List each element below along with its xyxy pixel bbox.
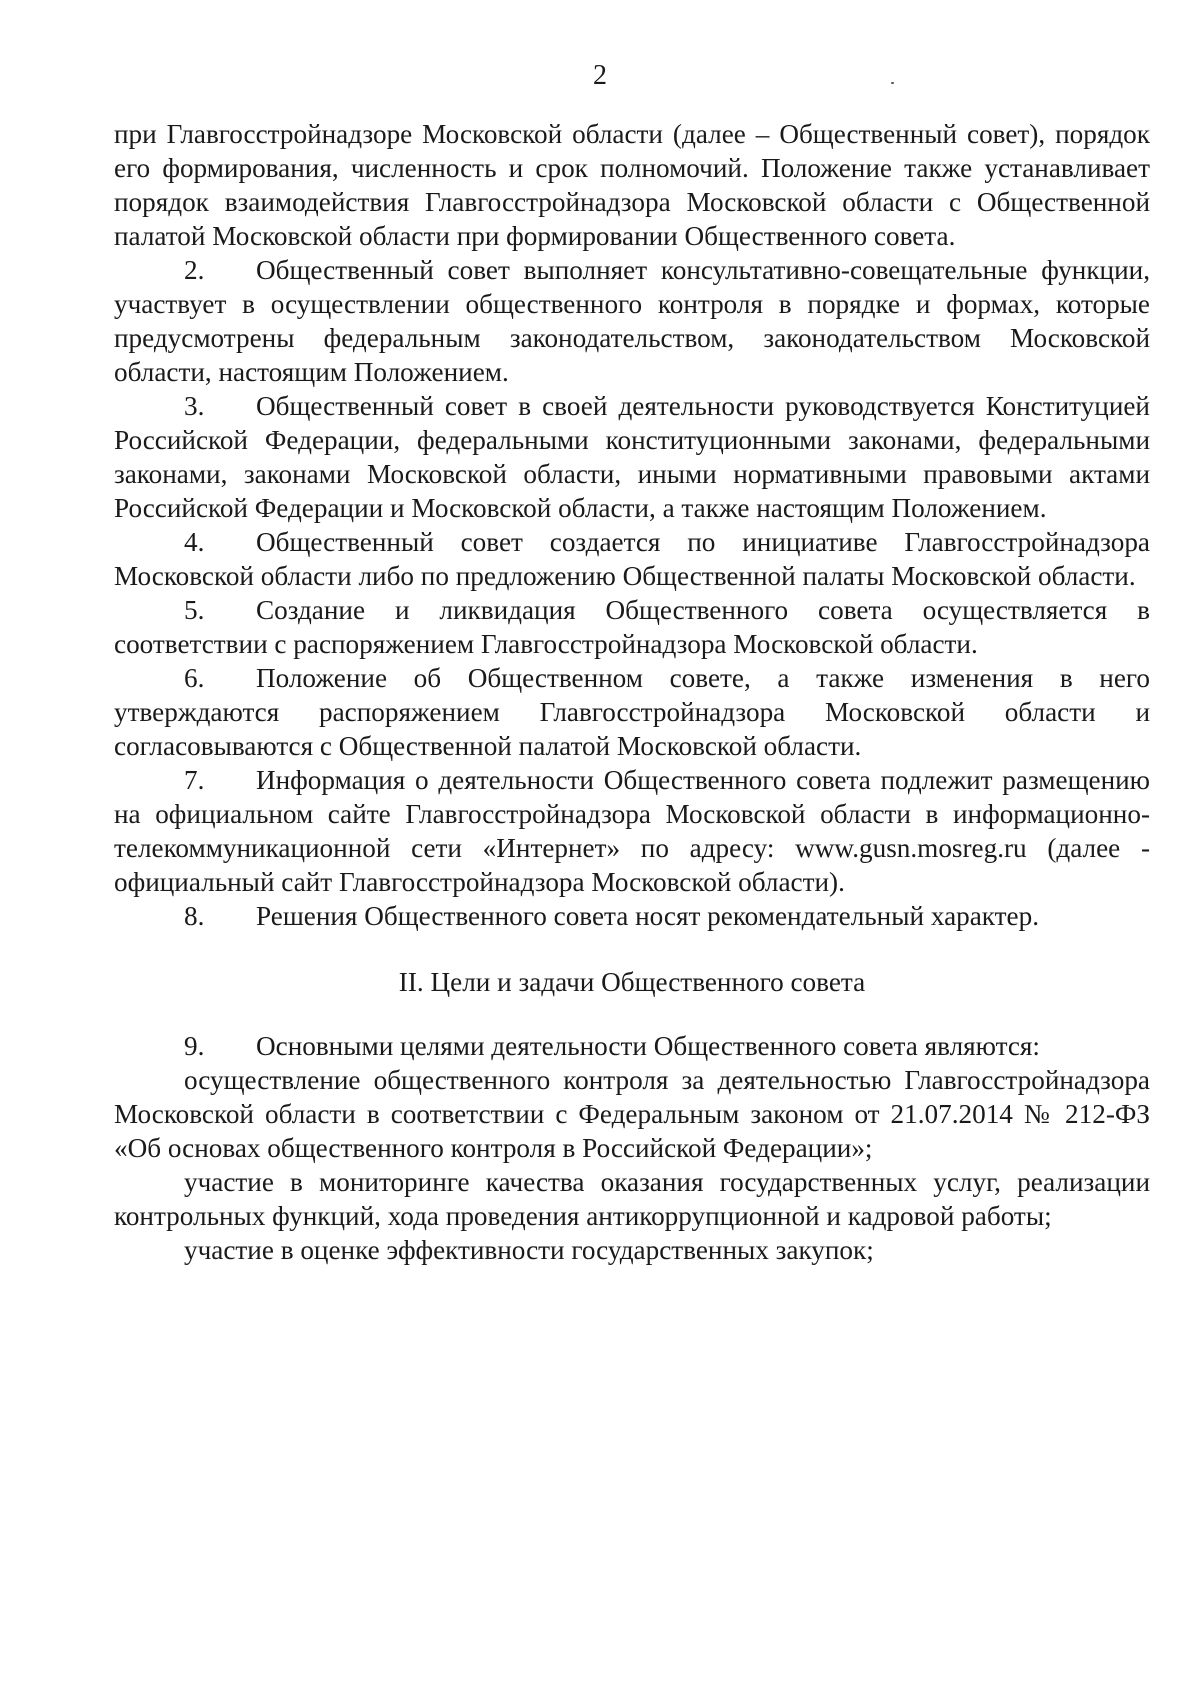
paragraph-item-4	[114, 525, 1150, 593]
item-number: 5.	[184, 595, 205, 625]
paragraph-item-2	[114, 253, 1150, 389]
item-number: 7.	[184, 765, 205, 795]
item-number: 6.	[184, 663, 205, 693]
item-text: Положение об Общественном совете, а также изменения в него утверждаются распоряжением Главгосстройнадзора Московской области и согласовываются с Общественной палатой Московской области.	[114, 663, 1150, 761]
goal-paragraph: участие в мониторинге качества оказания государственных услуг, реализации контрольных функций, хода проведения антикоррупционной и кадровой работы;	[114, 1167, 1150, 1231]
item-number: 2.	[184, 255, 205, 285]
paragraph-item-9	[114, 1029, 1150, 1063]
item-text: Основными целями деятельности Общественного совета являются:	[256, 1031, 1040, 1061]
item-number: 3.	[184, 391, 205, 421]
item-text: Создание и ликвидация Общественного совета осуществляется в соответствии с распоряжением Главгосстройнадзора Московской области.	[114, 595, 1150, 659]
page-number: 2	[593, 60, 607, 91]
item-number: 4.	[184, 527, 205, 557]
paragraph-item-6	[114, 661, 1150, 763]
item-text: Общественный совет в своей деятельности руководствуется Конституцией Российской Федерации, федеральными конституционными законами, федеральными законами, законами Московской области, иными нормативными правовыми актами Российской Федерации и Московской области, а также настоящим Положением.	[114, 391, 1150, 523]
item-number: 9.	[184, 1031, 205, 1061]
paragraph-item-8	[114, 899, 1150, 933]
goal-paragraph: осуществление общественного контроля за деятельностью Главгосстройнадзора Московской области в соответствии с Федеральным законом от 21.07.2014 № 212-ФЗ «Об основах общественного контроля в Российской Федерации»;	[114, 1065, 1150, 1163]
paragraph-1-continuation: при Главгосстройнадзоре Московской области (далее – Общественный совет), порядок его формирования, численность и срок полномочий. Положение также устанавливает порядок взаимодействия Главгосстройнадзора Московской области с Общественной палатой Московской области при формировании Общественного совета.	[114, 119, 1150, 251]
scan-artifact	[891, 82, 894, 84]
item-text: Общественный совет создается по инициативе Главгосстройнадзора Московской области либо по предложению Общественной палаты Московской области.	[114, 527, 1150, 591]
item-text: Информация о деятельности Общественного совета подлежит размещению на официальном сайте Главгосстройнадзора Московской области в информационно-телекоммуникационной сети «Интернет» по адресу: www.gusn.mosreg.ru (далее - официальный сайт Главгосстройнадзора Московской области).	[114, 765, 1150, 897]
document-body	[114, 117, 1150, 1267]
goal-paragraph: участие в оценке эффективности государственных закупок;	[184, 1235, 874, 1265]
paragraph-item-5	[114, 593, 1150, 661]
item-number: 8.	[184, 901, 205, 931]
paragraph-item-3	[114, 389, 1150, 525]
item-text: Общественный совет выполняет консультативно-совещательные функции, участвует в осуществлении общественного контроля в порядке и формах, которые предусмотрены федеральным законодательством, законодательством Московской области, настоящим Положением.	[114, 255, 1150, 387]
item-text: Решения Общественного совета носят рекомендательный характер.	[256, 901, 1039, 931]
section-heading: II. Цели и задачи Общественного совета	[398, 967, 866, 997]
paragraph-item-7	[114, 763, 1150, 899]
